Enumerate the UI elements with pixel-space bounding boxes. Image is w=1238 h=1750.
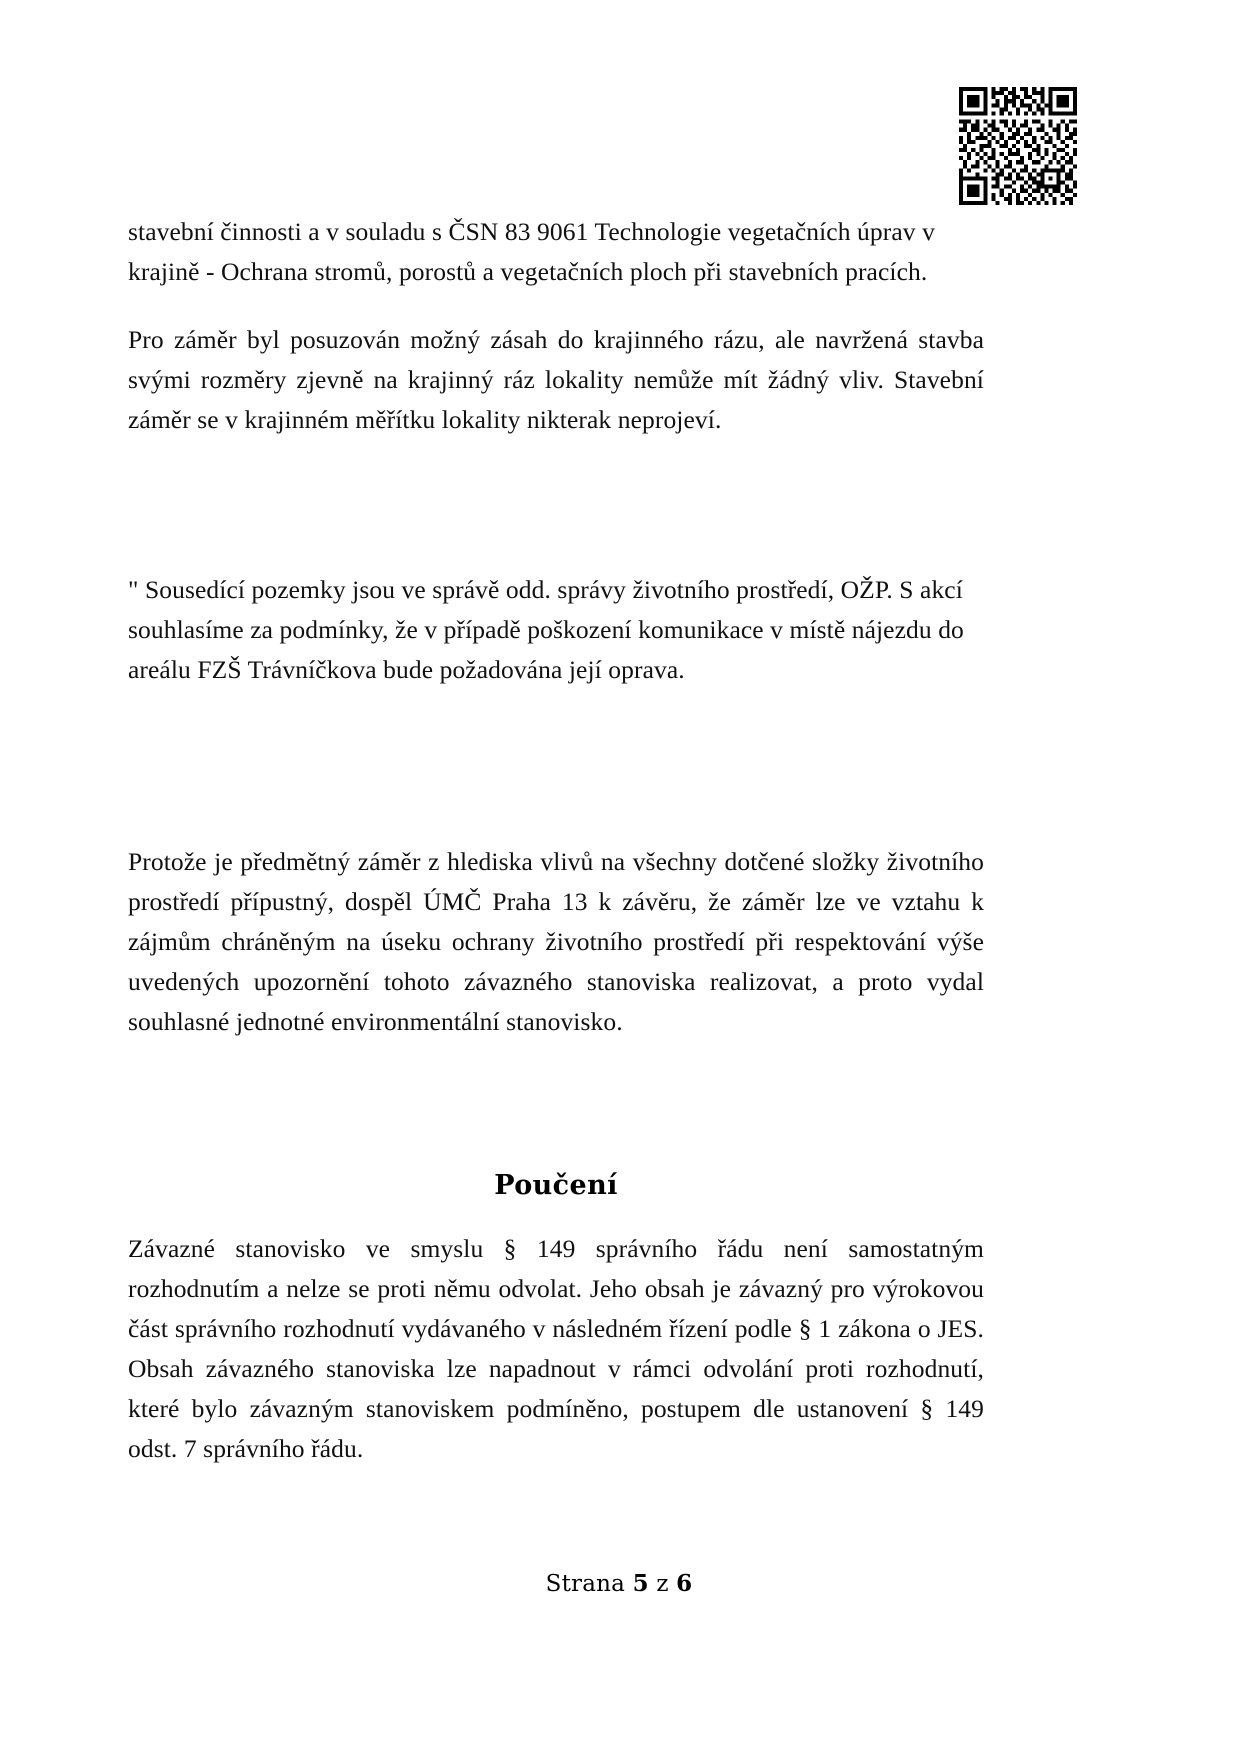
document-body (128, 212, 984, 1469)
paragraph-pouceni-body: Závazné stanovisko ve smyslu § 149 správního řádu není samostatným rozhodnutím a nelze se proti němu odvolat. Jeho obsah je závazný pro výrokovou část správního rozhodnutí vydávaného v následném řízení podle § 1 zákona o JES. Obsah závazného stanoviska lze napadnout v rámci odvolání proti rozhodnutí, které bylo závazným stanoviskem podmíněno, postupem dle ustanovení § 149 odst. 7 správního řádu. (128, 1234, 984, 1463)
paragraph-csn-standard: stavební činnosti a v souladu s ČSN 83 9061 Technologie vegetačních úprav v krajině - Ochrana stromů, porostů a vegetačních ploch při stavebních pracích. (128, 217, 935, 286)
document-verification-qr-code (959, 87, 1077, 205)
paragraph-spacer (128, 1042, 984, 1170)
paragraph-spacer (128, 440, 984, 570)
paragraph-spacer (128, 690, 984, 842)
paragraph-spacer (128, 292, 984, 320)
paragraph-spacer (128, 1201, 984, 1229)
footer-page-number: 5 (632, 1570, 649, 1597)
paragraph-landscape-character: Pro záměr byl posuzován možný zásah do krajinného rázu, ale navržená stavba svými rozměry zjevně na krajinný ráz lokality nemůže mít žádný vliv. Stavební záměr se v krajinném měřítku lokality nikterak neprojeví. (128, 325, 984, 434)
footer-page-total: 6 (676, 1570, 693, 1597)
section-heading-pouceni: Poučení (494, 1170, 618, 1201)
paragraph-conclusion: Protože je předmětný záměr z hlediska vlivů na všechny dotčené složky životního prostředí přípustný, dospěl ÚMČ Praha 13 k závěru, že záměr lze ve vztahu k zájmům chráněným na úseku ochrany životního prostředí při respektování výše uvedených upozornění tohoto závazného stanoviska realizovat, a proto vydal souhlasné jednotné environmentální stanovisko. (128, 847, 984, 1036)
paragraph-neighbouring-plots: " Sousedící pozemky jsou ve správě odd. správy životního prostředí, OŽP. S akcí souhlasíme za podmínky, že v případě poškození komunikace v místě nájezdu do areálu FZŠ Trávníčkova bude požadována její oprava. (128, 575, 964, 684)
footer-page-label: Strana (545, 1571, 626, 1597)
page-footer (0, 1570, 1238, 1597)
footer-page-separator: z (656, 1571, 669, 1597)
